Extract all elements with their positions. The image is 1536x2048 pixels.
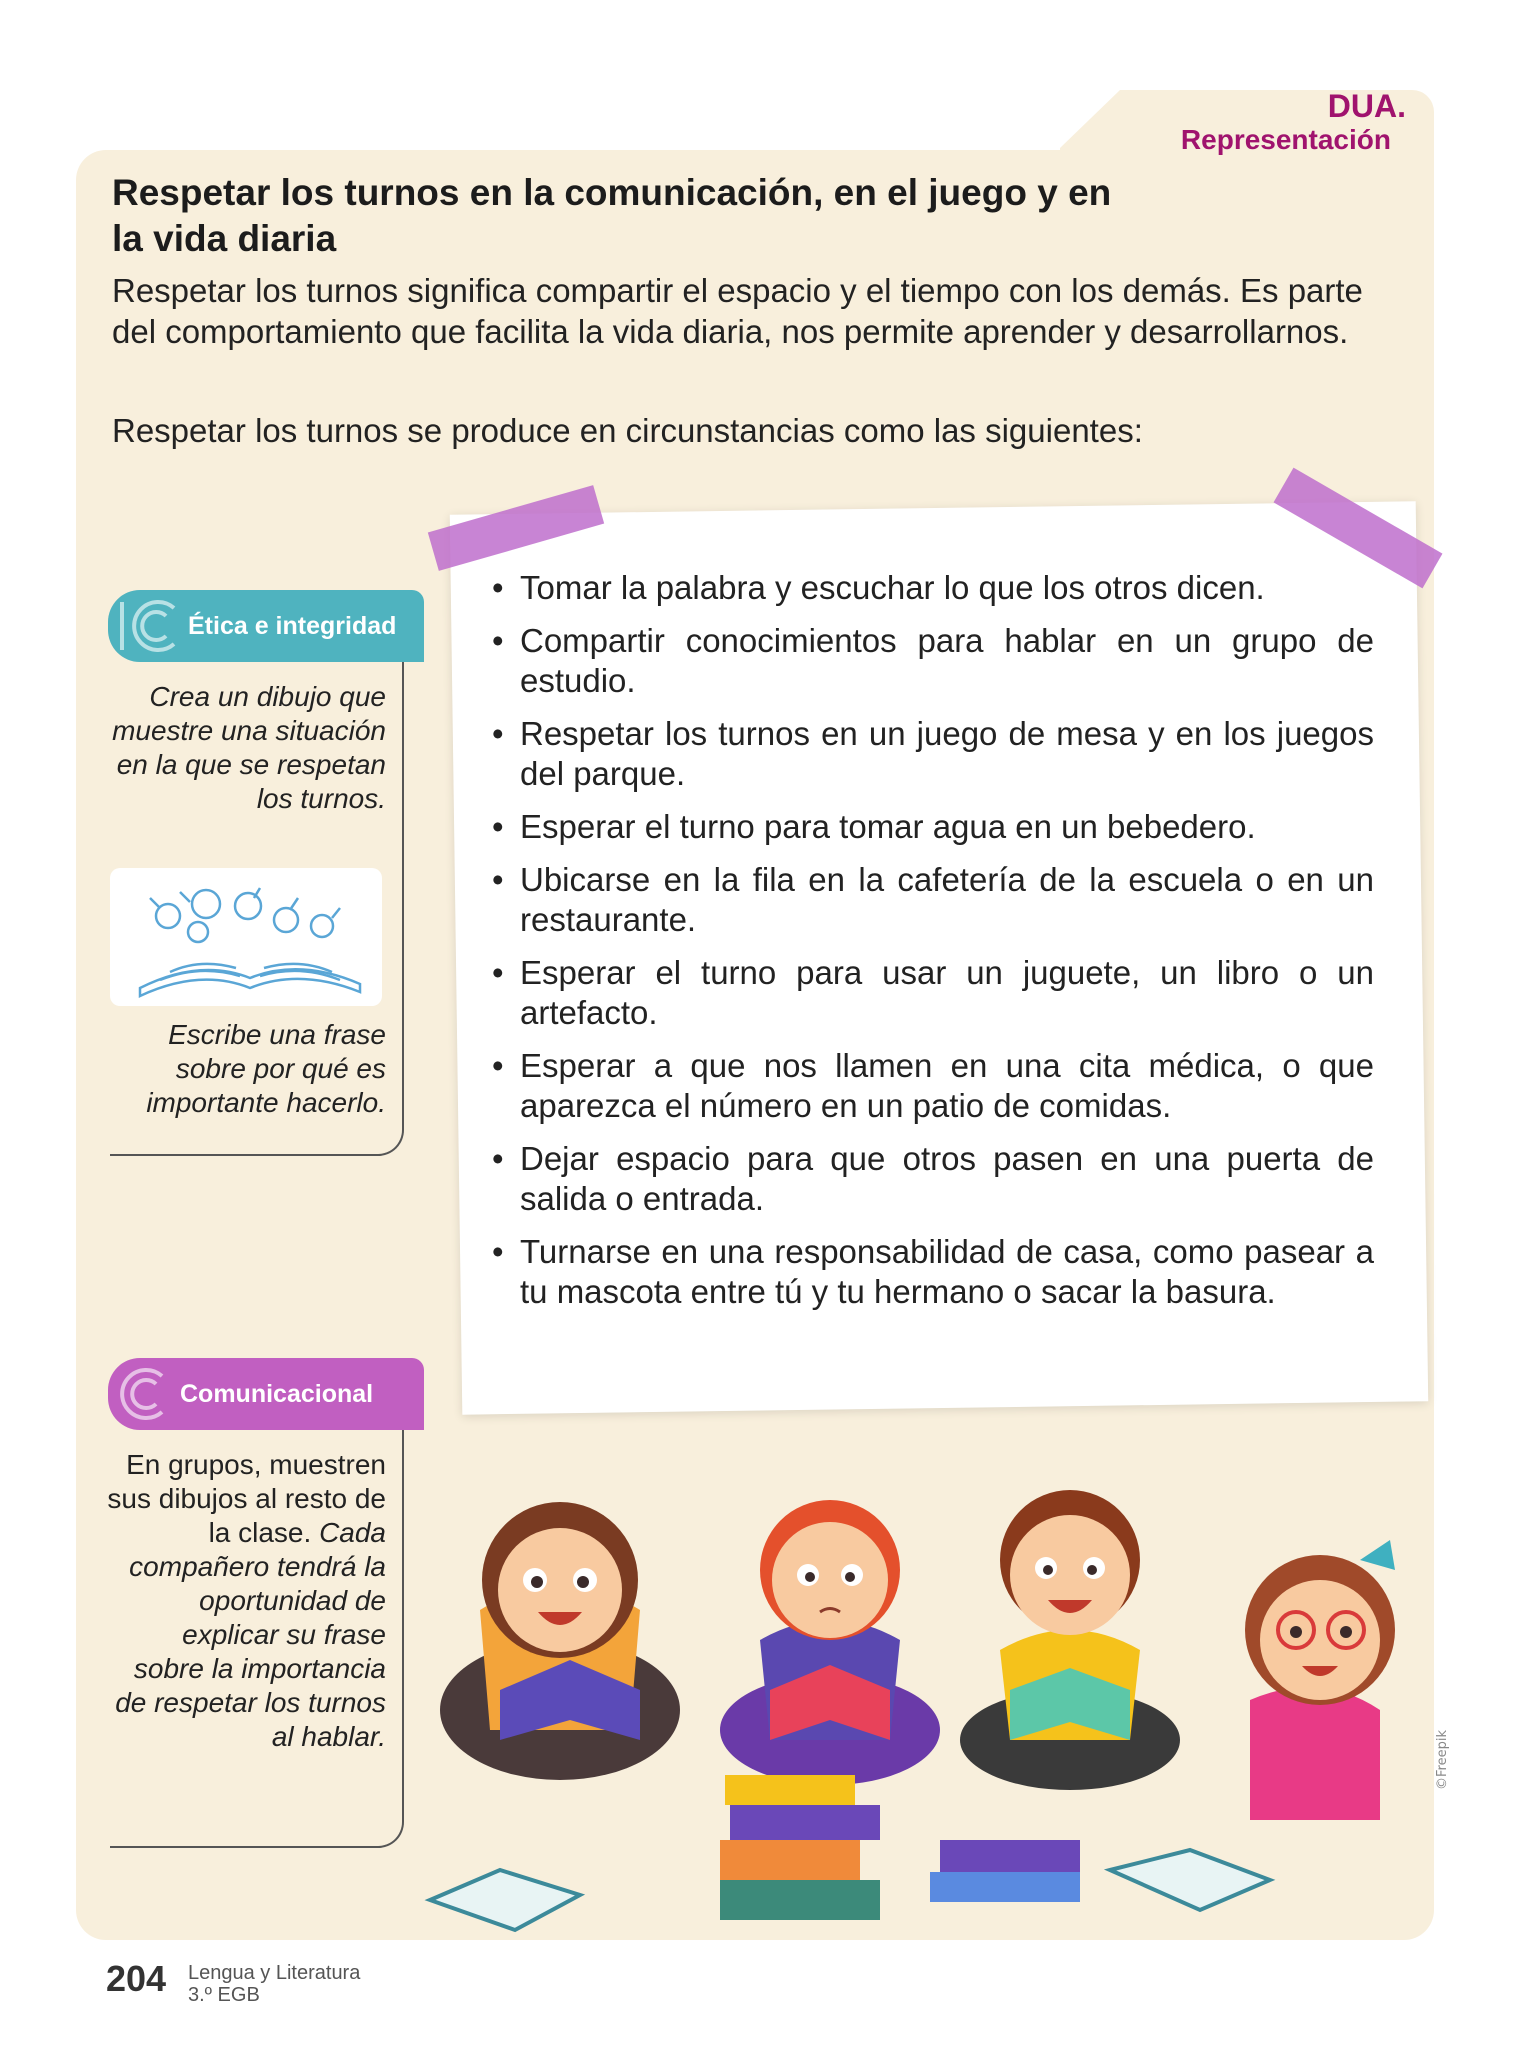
list-item: • Turnarse en una responsabilidad de casa, como pasear a tu mascota entre tú y tu hermano o sacar la basura. xyxy=(490,1232,1374,1312)
etica-label: Ética e integridad xyxy=(188,611,397,640)
girl-glasses-figure xyxy=(1245,1540,1395,1820)
boy-laughing-figure xyxy=(960,1490,1180,1790)
boy-reading-figure xyxy=(720,1500,940,1785)
list-item: • Esperar el turno para tomar agua en un bebedero. xyxy=(490,807,1374,847)
situations-list xyxy=(490,568,1374,1325)
comunicacional-header xyxy=(108,1358,424,1430)
c-letter-icon xyxy=(112,1358,182,1430)
etica-text-2: Escribe una frase sobre por qué es importante hacerlo. xyxy=(146,1019,386,1118)
list-item: • Tomar la palabra y escuchar lo que los otros dicen. xyxy=(490,568,1374,608)
intro-paragraph: Respetar los turnos significa compartir el espacio y el tiempo con los demás. Es parte del comportamiento que facilita la vida diaria, nos permite aprender y desarrollarnos. xyxy=(112,272,1363,350)
footer-subject: Lengua y Literatura xyxy=(188,1962,361,1984)
comunicacional-label: Comunicacional xyxy=(180,1379,374,1408)
etica-text-1: Crea un dibujo que muestre una situación en la que se respetan los turnos. xyxy=(112,681,386,814)
ic-letters-icon xyxy=(112,590,182,662)
list-item: • Esperar el turno para usar un juguete, un libro o un artefacto. xyxy=(490,953,1374,1033)
page-number: 204 xyxy=(106,1958,167,1999)
footer-grade: 3.º EGB xyxy=(188,1984,260,2006)
list-item: • Compartir conocimientos para hablar en un grupo de estudio. xyxy=(490,621,1374,701)
drawing-thumbnail xyxy=(110,868,382,1006)
comunicacional-text: En grupos, muestren sus dibujos al resto de la clase. Cada compañero tendrá la oportunidad de explicar su frase sobre la importancia de respetar los turnos al hablar. xyxy=(107,1449,386,1752)
list-item: • Ubicarse en la fila en la cafetería de la escuela o en un restaurante. xyxy=(490,860,1374,940)
image-credit: ©Freepik xyxy=(1435,1730,1450,1790)
list-item: • Esperar a que nos llamen en una cita médica, o que aparezca el número en un patio de comidas. xyxy=(490,1046,1374,1126)
section-title: Respetar los turnos en la comunicación, en el juego y en la vida diaria xyxy=(112,172,1112,259)
book-stack-figure xyxy=(720,1775,1080,1920)
list-item: • Dejar espacio para que otros pasen en una puerta de salida o entrada. xyxy=(490,1139,1374,1219)
etica-header xyxy=(108,590,424,662)
girl-reading-figure xyxy=(440,1502,680,1780)
kids-reading-sketch-icon xyxy=(110,868,382,1006)
lead-paragraph: Respetar los turnos se produce en circunstancias como las siguientes: xyxy=(112,412,1143,449)
list-item: • Respetar los turnos en un juego de mesa y en los juegos del parque. xyxy=(490,714,1374,794)
dua-label: DUA. xyxy=(1327,88,1406,124)
children-reading-illustration xyxy=(420,1440,1470,1940)
dua-sublabel: Representación xyxy=(1180,124,1391,155)
